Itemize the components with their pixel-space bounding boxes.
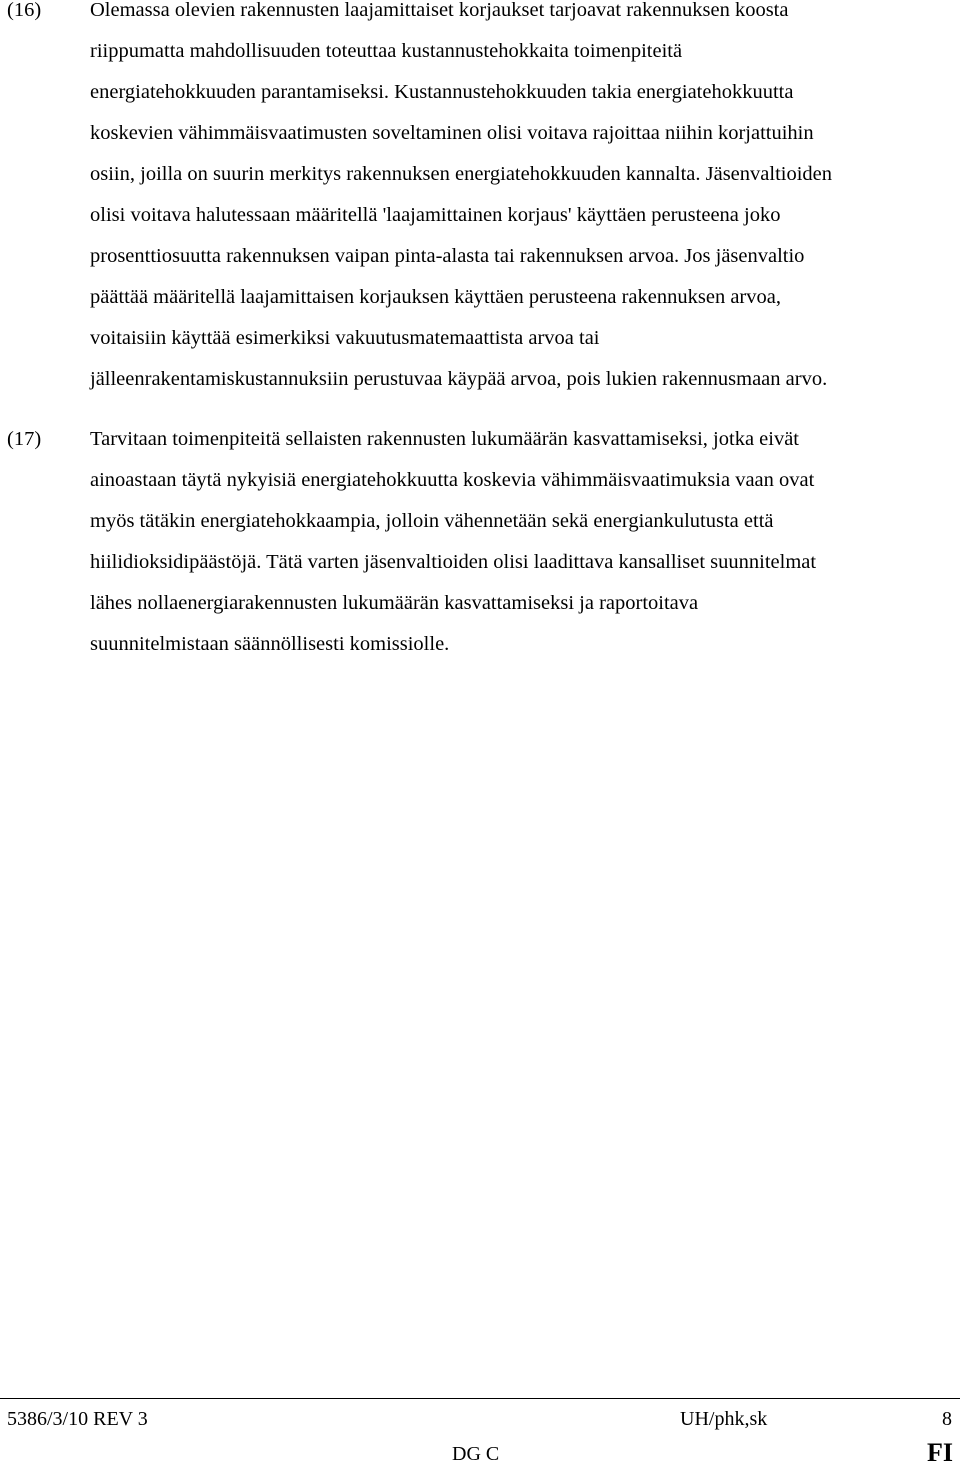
document-reference: 5386/3/10 REV 3 <box>7 1408 148 1430</box>
page-number: 8 <box>942 1408 952 1430</box>
text-line: suunnitelmistaan säännöllisesti komissiolle. <box>90 633 450 655</box>
language-code: FI <box>927 1438 953 1467</box>
text-line: jälleenrakentamiskustannuksiin perustuvaa käypää arvoa, pois lukien rakennusmaan arvo. <box>90 368 828 390</box>
text-line: hiilidioksidipäästöjä. Tätä varten jäsenvaltioiden olisi laadittava kansalliset suunnitelmat <box>90 551 817 573</box>
recital-text <box>90 0 952 400</box>
text-line: voitaisiin käyttää esimerkiksi vakuutusmatemaattista arvoa tai <box>90 327 600 349</box>
text-line: Tarvitaan toimenpiteitä sellaisten rakennusten lukumäärän kasvattamiseksi, jotka eivät <box>90 428 800 450</box>
recital-number: (17) <box>7 428 42 450</box>
text-line: olisi voitava halutessaan määritellä 'laajamittainen korjaus' käyttäen perusteena joko <box>90 204 781 226</box>
text-line: päättää määritellä laajamittaisen korjauksen käyttäen perusteena rakennuksen arvoa, <box>90 286 781 308</box>
text-line: ainoastaan täytä nykyisiä energiatehokkuutta koskevia vähimmäisvaatimuksia vaan ovat <box>90 469 815 491</box>
text-line: prosenttiosuutta rakennuksen vaipan pinta-alasta tai rakennuksen arvoa. Jos jäsenvaltio <box>90 245 805 267</box>
text-line: myös tätäkin energiatehokkaampia, jolloin vähennetään sekä energiankulutusta että <box>90 510 774 532</box>
text-line: energiatehokkuuden parantamiseksi. Kustannustehokkuuden takia energiatehokkuutta <box>90 81 794 103</box>
author-initials: UH/phk,sk <box>680 1408 768 1430</box>
text-line: osiin, joilla on suurin merkitys rakennuksen energiatehokkuuden kannalta. Jäsenvaltioiden <box>90 163 833 185</box>
directorate-label: DG C <box>452 1443 500 1465</box>
text-line: Olemassa olevien rakennusten laajamittaiset korjaukset tarjoavat rakennuksen koosta <box>90 0 789 21</box>
footer-divider <box>0 1398 960 1399</box>
text-line: koskevien vähimmäisvaatimusten soveltaminen olisi voitava rajoittaa niihin korjattuihin <box>90 122 814 144</box>
recital-number: (16) <box>7 0 42 21</box>
text-line: riippumatta mahdollisuuden toteuttaa kustannustehokkaita toimenpiteitä <box>90 40 683 62</box>
recital-text <box>90 419 952 665</box>
text-line: lähes nollaenergiarakennusten lukumäärän kasvattamiseksi ja raportoitava <box>90 592 699 614</box>
